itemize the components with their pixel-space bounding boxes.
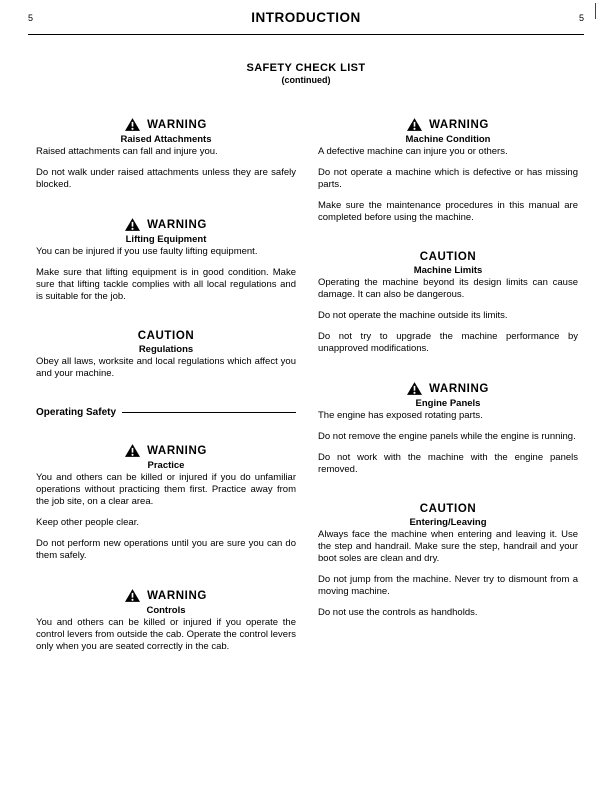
caution-label: CAUTION xyxy=(419,251,477,263)
paragraph: Do not perform new operations until you are sure you can do them safely. xyxy=(36,538,296,561)
heading-rule xyxy=(122,412,296,413)
warning-section-lifting-equipment xyxy=(36,218,296,303)
safety-check-list-title: SAFETY CHECK LIST xyxy=(246,62,366,74)
warning-triangle-icon xyxy=(125,444,147,457)
paragraph: Make sure the maintenance procedures in this manual are completed before using the machine. xyxy=(318,200,578,223)
section-title-block xyxy=(0,62,612,85)
paragraph: You can be injured if you use faulty lifting equipment. xyxy=(36,246,258,257)
caution-section-machine-limits xyxy=(318,251,578,355)
section-subtitle: Engine Panels xyxy=(415,398,481,409)
caution-header xyxy=(36,330,296,342)
paragraph: Operating the machine beyond its design limits can cause damage. It can also be dangerous. xyxy=(318,277,578,300)
warning-header xyxy=(36,444,296,457)
caution-header xyxy=(318,251,578,263)
warning-label: WARNING xyxy=(147,589,207,602)
section-subtitle: Machine Limits xyxy=(413,265,483,276)
section-subtitle: Entering/Leaving xyxy=(409,517,487,528)
operating-safety-label: Operating Safety xyxy=(36,407,117,418)
section-subtitle: Controls xyxy=(146,605,186,616)
paragraph: Do not operate a machine which is defective or has missing parts. xyxy=(318,167,578,190)
paragraph: Do not try to upgrade the machine performance by unapproved modifications. xyxy=(318,331,578,354)
paragraph: Do not use the controls as handholds. xyxy=(318,607,478,618)
continued-label: (continued) xyxy=(281,75,331,85)
paragraph: Always face the machine when entering and leaving it. Use the step and handrail. Make sure the step, handrail and your boot soles are clean and dry. xyxy=(318,529,578,564)
paragraph: Do not work with the machine with the engine panels removed. xyxy=(318,452,578,475)
paragraph: Make sure that lifting equipment is in good condition. Make sure that lifting tackle complies with all local regulations and is suitable for the job. xyxy=(36,267,296,302)
warning-label: WARNING xyxy=(429,382,489,395)
section-subtitle: Machine Condition xyxy=(405,134,491,145)
caution-label: CAUTION xyxy=(137,330,195,342)
paragraph: Do not operate the machine outside its limits. xyxy=(318,310,508,321)
warning-triangle-icon xyxy=(407,382,429,395)
warning-section-controls xyxy=(36,589,296,653)
warning-label: WARNING xyxy=(147,218,207,231)
caution-section-entering-leaving xyxy=(318,503,578,619)
section-subtitle: Practice xyxy=(147,460,185,471)
caution-header xyxy=(318,503,578,515)
corner-registration-mark xyxy=(595,3,596,19)
warning-label: WARNING xyxy=(147,118,207,131)
paragraph: You and others can be killed or injured if you operate the control levers from outside the cab. Operate the control levers only when you are seated correctly in the cab. xyxy=(36,617,296,652)
warning-section-engine-panels xyxy=(318,382,578,476)
warning-section-practice xyxy=(36,444,296,562)
warning-section-raised-attachments xyxy=(36,118,296,191)
warning-triangle-icon xyxy=(125,218,147,231)
right-column xyxy=(318,118,578,680)
operating-safety-heading xyxy=(36,407,296,418)
warning-triangle-icon xyxy=(407,118,429,131)
warning-header xyxy=(36,118,296,131)
caution-label: CAUTION xyxy=(419,503,477,515)
page-number-left: 5 xyxy=(28,12,34,23)
warning-triangle-icon xyxy=(125,589,147,602)
page-title: INTRODUCTION xyxy=(251,10,361,25)
section-subtitle: Regulations xyxy=(138,344,194,355)
paragraph: The engine has exposed rotating parts. xyxy=(318,410,483,421)
warning-header xyxy=(36,589,296,602)
paragraph: Keep other people clear. xyxy=(36,517,139,528)
warning-label: WARNING xyxy=(147,444,207,457)
page-number-right: 5 xyxy=(578,12,584,23)
warning-header xyxy=(318,118,578,131)
section-subtitle: Raised Attachments xyxy=(120,134,212,145)
warning-header xyxy=(36,218,296,231)
paragraph: Do not jump from the machine. Never try to dismount from a moving machine. xyxy=(318,574,578,597)
paragraph: Do not remove the engine panels while the engine is running. xyxy=(318,431,576,442)
caution-section-regulations xyxy=(36,330,296,380)
paragraph: You and others can be killed or injured if you do unfamiliar operations without practicing them first. Practice away from the job site, on a clear area. xyxy=(36,472,296,507)
warning-label: WARNING xyxy=(429,118,489,131)
paragraph: Raised attachments can fall and injure you. xyxy=(36,146,218,157)
warning-triangle-icon xyxy=(125,118,147,131)
paragraph: Obey all laws, worksite and local regulations which affect you and your machine. xyxy=(36,356,296,379)
left-column xyxy=(36,118,296,680)
section-subtitle: Lifting Equipment xyxy=(125,234,207,245)
paragraph: A defective machine can injure you or others. xyxy=(318,146,508,157)
paragraph: Do not walk under raised attachments unless they are safely blocked. xyxy=(36,167,296,190)
warning-section-machine-condition xyxy=(318,118,578,224)
warning-header xyxy=(318,382,578,395)
two-column-content xyxy=(36,118,578,680)
page-header xyxy=(28,10,584,35)
